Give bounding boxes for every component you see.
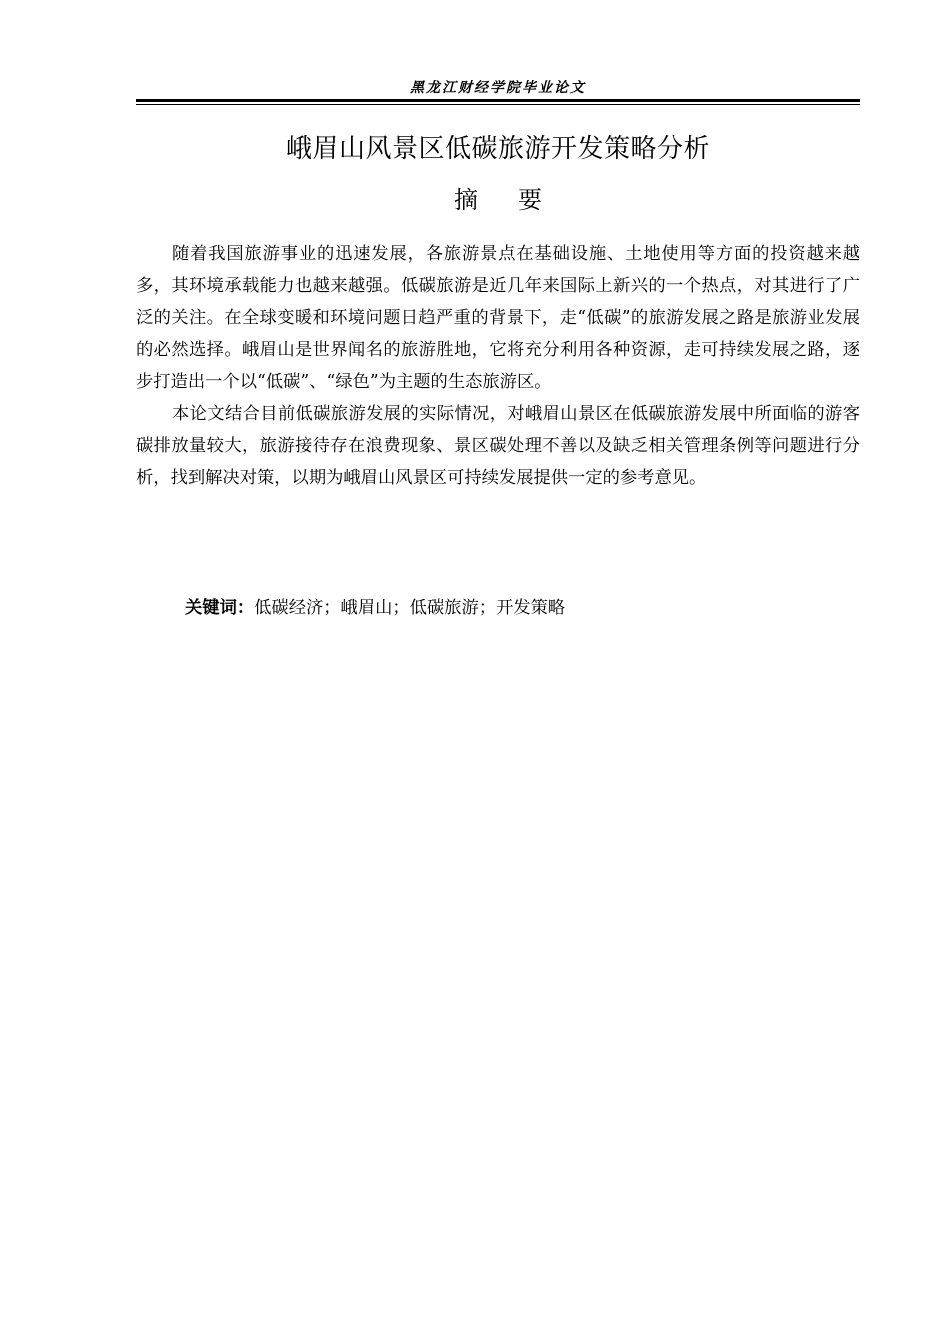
abstract-body: [136, 238, 860, 494]
header-rule-thin: [136, 104, 860, 105]
keywords-text: 低碳经济；峨眉山；低碳旅游；开发策略: [254, 598, 566, 618]
abstract-heading: 摘要: [454, 186, 582, 214]
running-header: 黑龙江财经学院毕业论文: [410, 80, 586, 96]
header-rule-thick: [136, 99, 860, 102]
abstract-paragraph-2: 本论文结合目前低碳旅游发展的实际情况，对峨眉山景区在低碳旅游发展中所面临的游客碳排放量较大，旅游接待存在浪费现象、景区碳处理不善以及缺乏相关管理条例等问题进行分析，找到解决对策，以期为峨眉山风景区可持续发展提供一定的参考意见。: [136, 404, 860, 488]
keywords-label: 关键词：: [185, 598, 255, 618]
document-title: 峨眉山风景区低碳旅游开发策略分析: [285, 134, 710, 164]
abstract-paragraph-1: 随着我国旅游事业的迅速发展，各旅游景点在基础设施、土地使用等方面的投资越来越多，其环境承载能力也越来越强。低碳旅游是近几年来国际上新兴的一个热点，对其进行了广泛的关注。在全球变暖和环境问题日趋严重的背景下，走“低碳”的旅游发展之路是旅游业发展的必然选择。峨眉山是世界闻名的旅游胜地，它将充分利用各种资源，走可持续发展之路，逐步打造出一个以“低碳”、“绿色”为主题的生态旅游区。: [136, 244, 860, 392]
keywords-line: [185, 592, 565, 624]
